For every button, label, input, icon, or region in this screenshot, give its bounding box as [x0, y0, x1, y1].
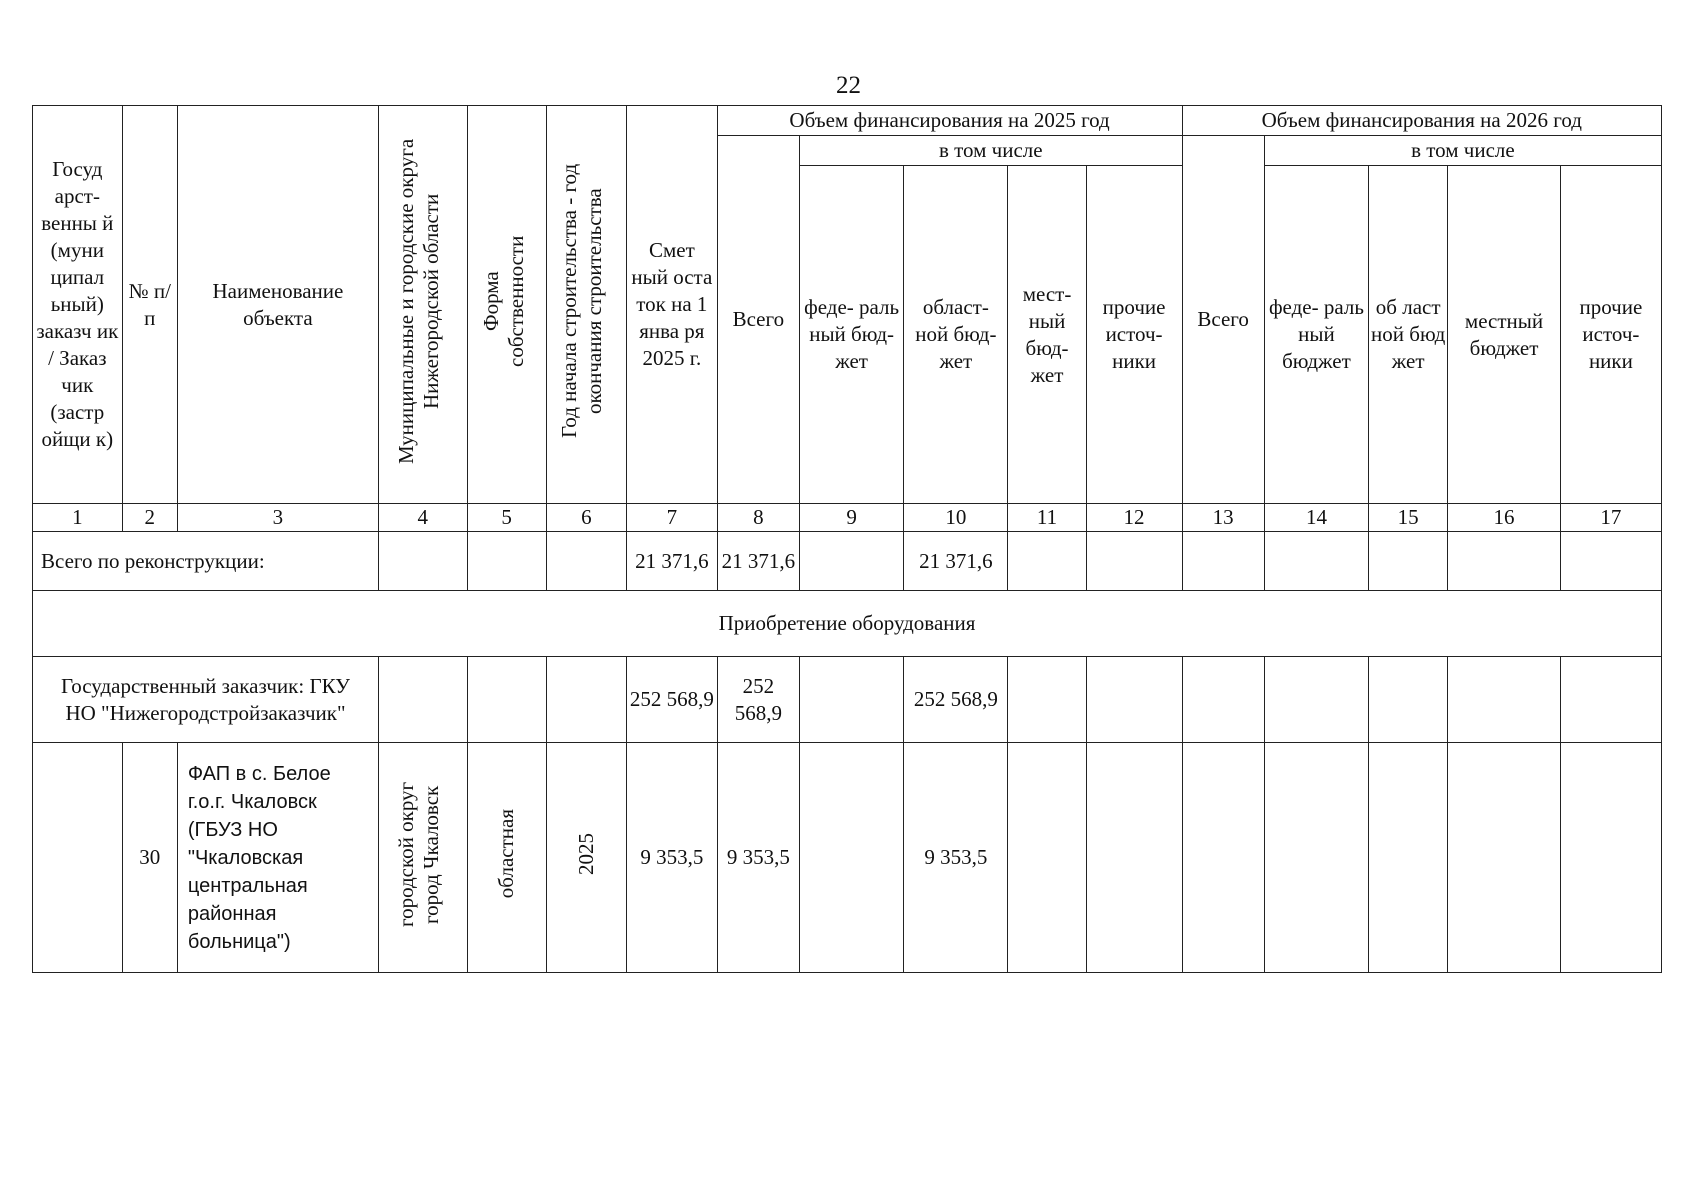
cell [33, 743, 123, 973]
header-oth-2025: прочие источ- ники [1086, 166, 1182, 504]
customer-balance: 252 568,9 [627, 657, 718, 743]
col-number: 11 [1008, 504, 1086, 532]
header-balance: Смет ный оста ток на 1 янва ря 2025 г. [627, 106, 718, 504]
cell [546, 657, 626, 743]
section-title: Приобретение оборудования [33, 591, 1662, 657]
cell [1448, 743, 1561, 973]
header-funding-2025: Объем финансирования на 2025 год [717, 106, 1182, 136]
header-years: Год начала строительства - год окончания строительства [546, 106, 626, 504]
header-fed-2026: феде- раль ный бюджет [1264, 166, 1368, 504]
cell [1448, 532, 1561, 591]
financing-table [32, 105, 1662, 973]
cell [1182, 657, 1264, 743]
col-number: 1 [33, 504, 123, 532]
customer-total-2025: 252 568,9 [717, 657, 799, 743]
cell [379, 657, 468, 743]
col-number: 2 [122, 504, 177, 532]
object-municipal: городской округ город Чкаловск [379, 743, 468, 973]
col-number: 4 [379, 504, 468, 532]
header-row-1 [33, 106, 1662, 136]
total-label: Всего по реконструкции: [33, 532, 379, 591]
col-number: 14 [1264, 504, 1368, 532]
total-2025: 21 371,6 [717, 532, 799, 591]
header-object-name: Наименование объекта [177, 106, 378, 504]
header-customer: Госуд арст- венны й (муни ципал ьный) заказч ик / Заказ чик (застр ойщи к) [33, 106, 123, 504]
cell [1560, 657, 1661, 743]
cell [1560, 532, 1661, 591]
total-reg-2025: 21 371,6 [904, 532, 1008, 591]
cell [1369, 532, 1448, 591]
object-ownership: областная [467, 743, 546, 973]
cell [1008, 657, 1086, 743]
header-reg-2026: об ласт ной бюд жет [1369, 166, 1448, 504]
object-number: 30 [122, 743, 177, 973]
object-name: ФАП в с. Белое г.о.г. Чкаловск (ГБУЗ НО "Чкаловская центральная районная больница") [177, 743, 378, 973]
header-total-2025: Всего [717, 136, 799, 504]
header-number: № п/п [122, 106, 177, 504]
col-number: 7 [627, 504, 718, 532]
header-funding-2026: Объем финансирования на 2026 год [1182, 106, 1662, 136]
cell [1264, 532, 1368, 591]
col-number: 15 [1369, 504, 1448, 532]
object-balance: 9 353,5 [627, 743, 718, 973]
cell [1182, 743, 1264, 973]
col-number: 17 [1560, 504, 1661, 532]
cell [1086, 657, 1182, 743]
cell [467, 657, 546, 743]
page-number: 22 [836, 72, 861, 99]
col-number: 10 [904, 504, 1008, 532]
object-total-2025: 9 353,5 [717, 743, 799, 973]
cell [379, 532, 468, 591]
header-reg-2025: област- ной бюд- жет [904, 166, 1008, 504]
total-row [33, 532, 1662, 591]
header-loc-2026: местный бюджет [1448, 166, 1561, 504]
cell [1369, 657, 1448, 743]
cell [467, 532, 546, 591]
header-incl-2026: в том числе [1264, 136, 1661, 166]
cell [1264, 657, 1368, 743]
col-number: 3 [177, 504, 378, 532]
section-row [33, 591, 1662, 657]
object-years: 2025 [546, 743, 626, 973]
header-loc-2025: мест- ный бюд- жет [1008, 166, 1086, 504]
col-number: 12 [1086, 504, 1182, 532]
cell [546, 532, 626, 591]
header-municipal: Муниципальные и городские округа Нижегородской области [379, 106, 468, 504]
col-number: 9 [800, 504, 904, 532]
cell [1008, 532, 1086, 591]
cell [1086, 532, 1182, 591]
cell [1448, 657, 1561, 743]
col-number: 13 [1182, 504, 1264, 532]
col-number: 8 [717, 504, 799, 532]
cell [1369, 743, 1448, 973]
customer-row [33, 657, 1662, 743]
cell [800, 532, 904, 591]
column-numbers-row [33, 504, 1662, 532]
object-reg-2025: 9 353,5 [904, 743, 1008, 973]
cell [1008, 743, 1086, 973]
header-total-2026: Всего [1182, 136, 1264, 504]
cell [1560, 743, 1661, 973]
header-incl-2025: в том числе [800, 136, 1182, 166]
customer-reg-2025: 252 568,9 [904, 657, 1008, 743]
cell [1182, 532, 1264, 591]
header-ownership: Форма собственности [467, 106, 546, 504]
cell [1264, 743, 1368, 973]
header-fed-2025: феде- раль ный бюд- жет [800, 166, 904, 504]
total-balance: 21 371,6 [627, 532, 718, 591]
header-oth-2026: прочие источ- ники [1560, 166, 1661, 504]
customer-label: Государственный заказчик: ГКУ НО "Нижегородстройзаказчик" [33, 657, 379, 743]
col-number: 16 [1448, 504, 1561, 532]
col-number: 6 [546, 504, 626, 532]
object-row [33, 743, 1662, 973]
cell [1086, 743, 1182, 973]
col-number: 5 [467, 504, 546, 532]
cell [800, 657, 904, 743]
cell [800, 743, 904, 973]
